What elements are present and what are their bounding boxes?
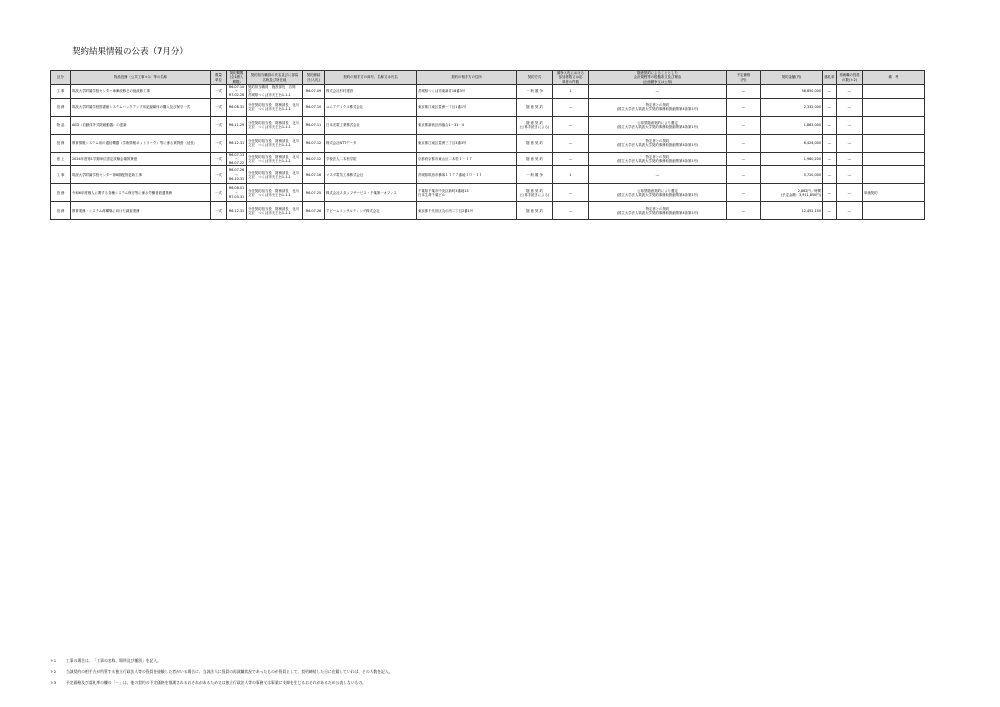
cell-address: 茨城県筑西市横塚１１７７番地１０－１１: [417, 166, 517, 184]
cell-name: 教育業務・システム再構築に向けた調査業務: [71, 202, 211, 220]
table-row: [51, 116, 925, 134]
column-header: 契約方式: [517, 71, 553, 85]
cell-reason: 公募型随意契約により選定 (国立大学法人筑波大学契約事務取扱細則第4条第1号): [589, 184, 727, 202]
cell-date: R6.07.11: [303, 116, 325, 134]
cell-address: 東京都江東区豊洲三丁目3番3号: [417, 134, 517, 152]
cell-reemployed: ―: [837, 134, 863, 152]
cell-vendor: 株式会社スタッフサービス・千葉第一オフィス: [325, 184, 417, 202]
cell-amount: 5,720,000: [761, 166, 823, 184]
cell-reason: 特定者との契約 (国立大学法人筑波大学契約事務取扱細則第4条第1号): [589, 134, 727, 152]
cell-remarks: 単価契約: [863, 184, 925, 202]
cell-vendor: 株式会社NTTデータ: [325, 134, 417, 152]
cell-estimate: ―: [727, 116, 761, 134]
cell-date: R6.07.26: [303, 202, 325, 220]
cell-bidders: ―: [553, 134, 589, 152]
contract-results-table: [50, 70, 925, 220]
cell-bidders: ―: [553, 202, 589, 220]
cell-officer: 分任契約担当役 財務部長 北川 文宏 つくば市天王台1-1-1: [247, 166, 303, 184]
column-header: 競争入札における 参加者数又は応 募者の件数: [553, 71, 589, 85]
cell-remarks: [863, 85, 925, 99]
cell-method: 一 般 競 争: [517, 85, 553, 99]
cell-remarks: [863, 98, 925, 116]
cell-method: 随 意 契 約: [517, 98, 553, 116]
column-header: 落札率: [823, 71, 837, 85]
footnote-mark: ＊2: [50, 669, 57, 674]
cell-officer: 分任契約担当役 財務部長 北川 文宏 つくば市天王台1-1-1: [247, 202, 303, 220]
cell-qty: 一式: [211, 85, 227, 99]
cell-reason: 特定者との契約 (国立大学法人筑波大学契約事務取扱細則第4条第1号): [589, 152, 727, 166]
cell-estimate: ―: [727, 166, 761, 184]
cell-qty: 一式: [211, 134, 227, 152]
cell-vendor: 日本光電工業株式会社: [325, 116, 417, 134]
cell-remarks: [863, 116, 925, 134]
cell-method: 一 般 競 争: [517, 166, 553, 184]
column-header: 数量 単位: [211, 71, 227, 85]
cell-kubun: 役 務: [51, 202, 71, 220]
cell-kubun: 工 事: [51, 166, 71, 184]
cell-period: R6.07.26～ R6.10.31: [227, 166, 247, 184]
cell-name: AED（自動体外式除細動器）の更新: [71, 116, 211, 134]
cell-period: R6.12.31: [227, 134, 247, 152]
cell-kubun: 役 務: [51, 134, 71, 152]
cell-estimate: ―: [727, 134, 761, 152]
cell-officer: 分任契約担当役 財務部長 北川 文宏 つくば市天王台1-1-1: [247, 98, 303, 116]
cell-amount: 6,424,000: [761, 134, 823, 152]
cell-officer: 分任契約担当役 財務部長 北川 文宏 つくば市天王台1-1-1: [247, 134, 303, 152]
cell-method: 随 意 契 約: [517, 134, 553, 152]
cell-name: 2024年度第1学期単位認定試験会場賃貸借: [71, 152, 211, 166]
table-row: [51, 134, 925, 152]
cell-kubun: 工 事: [51, 85, 71, 99]
cell-address: 京都府京都市東山区二本松１－１７: [417, 152, 517, 166]
footnote-text: 工事の場合は、「工事の名称、場所及び種別」を記入。: [66, 658, 161, 663]
cell-period: R6.08.01～ R7.03.31: [227, 184, 247, 202]
cell-kubun: 役 務: [51, 98, 71, 116]
cell-period: R6.08.31: [227, 98, 247, 116]
cell-rate: ―: [823, 98, 837, 116]
cell-bidders: ―: [553, 152, 589, 166]
cell-reason: 特定者との契約 (国立大学法人筑波大学契約事務取扱細則第4条第1号): [589, 202, 727, 220]
cell-rate: ―: [823, 85, 837, 99]
cell-name: 筑波大学附属学校図書館システムバックアップ用記録媒体の購入及び保守一式: [71, 98, 211, 116]
cell-officer: 契約担当職員 施設部長 吉岡 弘 茨城県つくば市天王台1-1-1: [247, 85, 303, 99]
cell-method: 随 意 契 約 (公募手続きによる): [517, 184, 553, 202]
cell-amount: 2,332,000: [761, 98, 823, 116]
cell-estimate: ―: [727, 98, 761, 116]
footnote-text: 当該契約の相手方が所管する独立行政法人等の役員を経験した者がいる場合に、当該法人に役員の再就職状況であったものが役員として、契約締結した日に在籍していれば、その人数を記入。: [66, 669, 393, 674]
footnotes: [50, 659, 950, 692]
cell-method: 随 意 契 約: [517, 202, 553, 220]
cell-name: 令和6年度個人に関する各種システム保守等に係る労働者派遣業務: [71, 184, 211, 202]
cell-reemployed: ―: [837, 116, 863, 134]
cell-address: 東京都江東区豊洲一丁目1番1号: [417, 98, 517, 116]
cell-officer: 分任契約担当役 財務部長 北川 文宏 つくば市天王台1-1-1: [247, 116, 303, 134]
cell-date: R6.07.09: [303, 85, 325, 99]
cell-address: 東京都新宿区西落合1－31－4: [417, 116, 517, 134]
cell-period: R6.07.10～ R7.02.28: [227, 85, 247, 99]
cell-officer: 分任契約担当役 財務部長 北川 文宏 つくば市天王台1-1-1: [247, 184, 303, 202]
cell-date: R6.07.16: [303, 166, 325, 184]
cell-rate: ―: [823, 152, 837, 166]
cell-rate: ―: [823, 184, 837, 202]
cell-date: R6.07.10: [303, 98, 325, 116]
cell-qty: 一式: [211, 166, 227, 184]
cell-qty: 一式: [211, 98, 227, 116]
cell-rate: ―: [823, 134, 837, 152]
cell-method: 随 意 契 約 (公募手続きによる): [517, 116, 553, 134]
cell-estimate: ―: [727, 184, 761, 202]
cell-estimate: ―: [727, 202, 761, 220]
table-row: [51, 184, 925, 202]
cell-address: 東京都千代田区丸の内二丁目2番1号: [417, 202, 517, 220]
cell-rate: ―: [823, 202, 837, 220]
cell-date: R6.07.25: [303, 184, 325, 202]
cell-remarks: [863, 166, 925, 184]
cell-rate: ―: [823, 116, 837, 134]
column-header: 物品役務（公共工事＊1）等の名称: [71, 71, 211, 85]
column-header: 契約の相手方の商号、名称又は氏名: [325, 71, 417, 85]
cell-kubun: 借 上: [51, 152, 71, 166]
cell-vendor: ユニアデックス株式会社: [325, 98, 417, 116]
cell-vendor: アビームコンサルティング株式会社: [325, 202, 417, 220]
cell-qty: 一式: [211, 152, 227, 166]
footnote-mark: ＊1: [50, 658, 57, 663]
column-header: 区分: [51, 71, 71, 85]
cell-reemployed: ―: [837, 184, 863, 202]
footnote-mark: ＊3: [50, 680, 57, 685]
page-title: 契約結果情報の公表（7月分）: [72, 47, 188, 57]
table-header-row: [51, 71, 925, 85]
cell-reason: 公募型随意契約により選定 (国立大学法人筑波大学契約事務取扱細則第4条第1号): [589, 116, 727, 134]
column-header: 再就職の役員 の数(＊2): [837, 71, 863, 85]
cell-qty: 一式: [211, 202, 227, 220]
table-row: [51, 166, 925, 184]
cell-vendor: 株式会社杉村建設: [325, 85, 417, 99]
cell-reason: 特定者との契約 (国立大学法人筑波大学契約事務取扱細則第4条第1号): [589, 98, 727, 116]
cell-bidders: 1: [553, 166, 589, 184]
column-header: 契約締結 日(入札): [303, 71, 325, 85]
cell-bidders: ―: [553, 116, 589, 134]
cell-method: 随 意 契 約: [517, 152, 553, 166]
cell-officer: 分任契約担当役 財務部長 北川 文宏 つくば市天王台1-1-1: [247, 152, 303, 166]
cell-rate: ―: [823, 166, 837, 184]
cell-kubun: 役 務: [51, 184, 71, 202]
column-header: 契約担当職員の氏名並びに部局 名称及び所在地: [247, 71, 303, 85]
cell-estimate: ―: [727, 152, 761, 166]
cell-kubun: 物 品: [51, 116, 71, 134]
column-header: 備 考: [863, 71, 925, 85]
cell-qty: 一式: [211, 116, 227, 134]
cell-period: R6.11.29: [227, 116, 247, 134]
cell-name: 筑波大学附属学校センター車庫改修その他改修工事: [71, 85, 211, 99]
cell-period: R6.07.13～ R6.07.22: [227, 152, 247, 166]
cell-bidders: 1: [553, 85, 589, 99]
cell-reemployed: ―: [837, 202, 863, 220]
cell-reason: ―: [589, 85, 727, 99]
cell-reason: ―: [589, 166, 727, 184]
cell-amount: 1,863,000: [761, 116, 823, 134]
column-header: 契約の相手方の住所: [417, 71, 517, 85]
cell-reemployed: ―: [837, 85, 863, 99]
cell-estimate: ―: [727, 85, 761, 99]
cell-reemployed: ―: [837, 98, 863, 116]
cell-date: R6.07.12: [303, 152, 325, 166]
table-row: [51, 152, 925, 166]
cell-amount: 1,980,200: [761, 152, 823, 166]
cell-remarks: [863, 134, 925, 152]
cell-name: 筑波大学附属学校センター第8期配管更新工事: [71, 166, 211, 184]
footnote: [50, 681, 950, 692]
cell-amount: 58,850,000: [761, 85, 823, 99]
column-header: 予定価格 (円): [727, 71, 761, 85]
cell-bidders: ―: [553, 98, 589, 116]
cell-remarks: [863, 152, 925, 166]
column-header: 契約期間 (全1納入 期限): [227, 71, 247, 85]
column-header: 随意契約によることとした 会計規程等の根拠条文及び理由 (企画競争又は公募): [589, 71, 727, 85]
cell-period: R6.12.31: [227, 202, 247, 220]
column-header: 契約金額(円): [761, 71, 823, 85]
cell-remarks: [863, 202, 925, 220]
cell-address: 千葉県千葉市中央区新町3番地13 日本生命千葉ビル: [417, 184, 517, 202]
footnote-text: 予定価格及び落札率の欄の「－」は、他の契約の予定価格を推測されるおそれがあるため又は独立行政法人等の事務又は事業に支障を生じるおそれがあるため公表しないもの。: [66, 680, 366, 685]
table-row: [51, 202, 925, 220]
cell-address: 茨城県つくば市東新井18番3号: [417, 85, 517, 99]
table-row: [51, 98, 925, 116]
cell-bidders: ―: [553, 184, 589, 202]
table-row: [51, 85, 925, 99]
cell-reemployed: ―: [837, 152, 863, 166]
cell-qty: 一式: [211, 184, 227, 202]
cell-amount: 12,452,150: [761, 202, 823, 220]
cell-reemployed: ―: [837, 166, 863, 184]
cell-vendor: マスダ電気工事株式会社: [325, 166, 417, 184]
cell-amount: 2,862円／時間 (予定金額：3,911,850円): [761, 184, 823, 202]
cell-name: 教育情報システム用の通信機器（学術情報ネットワーク）等に係る賃貸借（延長）: [71, 134, 211, 152]
cell-vendor: 学校法人二本松学院: [325, 152, 417, 166]
cell-date: R6.07.12: [303, 134, 325, 152]
